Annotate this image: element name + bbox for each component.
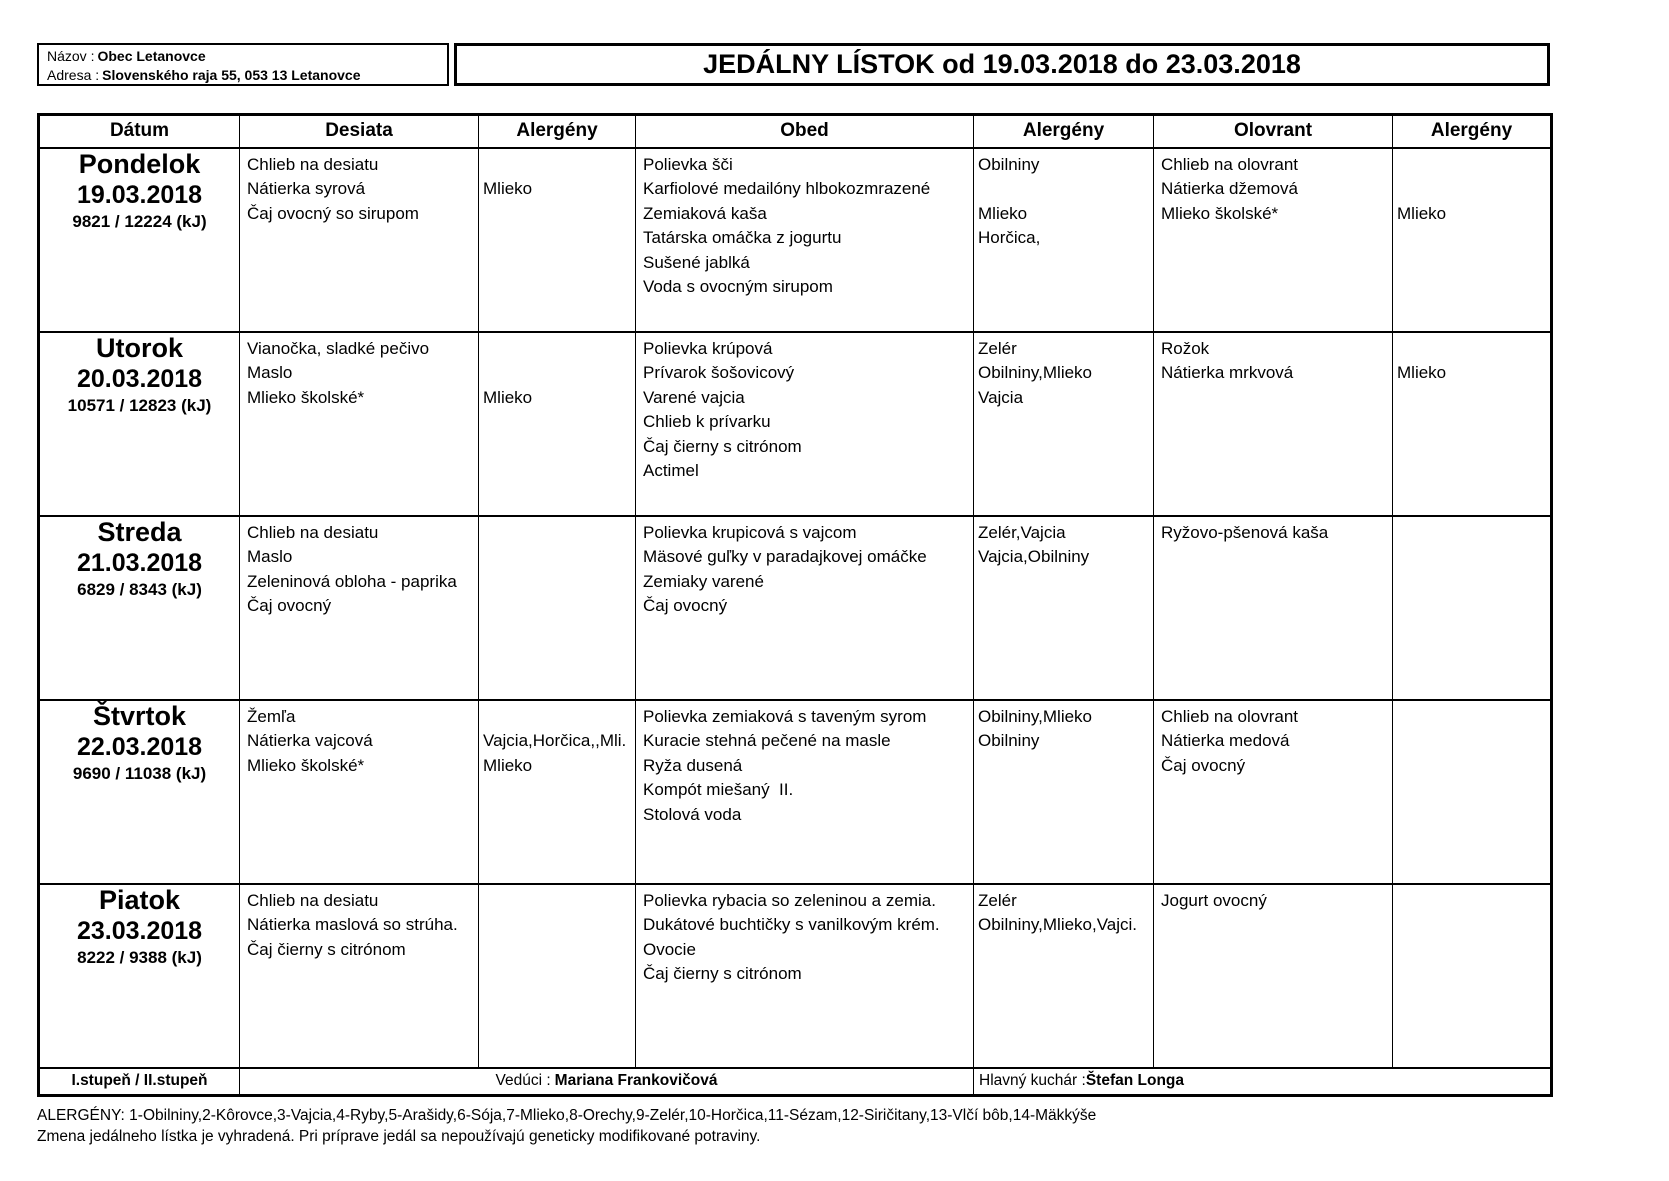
menu-line: Zemiaky varené xyxy=(643,571,764,591)
menu-line: Voda s ovocným sirupom xyxy=(643,277,833,296)
menu-day-row xyxy=(39,516,1552,700)
olovrant-alergeny-cell xyxy=(1393,516,1552,700)
menu-day-row xyxy=(39,884,1552,1068)
org-name-line xyxy=(47,47,439,66)
menu-line: Nátierka vajcová xyxy=(247,731,373,750)
menu-line: Actimel xyxy=(643,461,699,480)
org-address-line xyxy=(47,66,439,85)
day-name: Utorok xyxy=(96,332,183,363)
menu-line: Dukátové buchtičky s vanilkovým krém. xyxy=(643,915,940,934)
menu-line: Chlieb k prívarku xyxy=(643,412,771,431)
menu-line: Kuracie stehná pečené na masle xyxy=(643,731,891,750)
desiata-cell xyxy=(240,884,479,1068)
olovrant-alergeny-cell xyxy=(1393,700,1552,884)
menu-line xyxy=(1397,337,1548,362)
date-cell xyxy=(39,884,240,1068)
day-energy-value: 9690 / 11038 (kJ) xyxy=(72,763,207,783)
menu-line xyxy=(978,177,1151,202)
day-energy-value: 8222 / 9388 (kJ) xyxy=(77,947,202,967)
org-name-value: Obec Letanovce xyxy=(97,48,206,64)
day-name: Štvrtok xyxy=(92,700,187,731)
menu-line xyxy=(1397,153,1548,178)
column-header-datum: Dátum xyxy=(39,115,240,148)
org-address-value: Slovenského raja 55, 053 13 Letanovce xyxy=(102,66,361,83)
menu-line: Maslo xyxy=(247,363,293,382)
menu-line: Nátierka džemová xyxy=(1161,179,1299,198)
footnotes xyxy=(37,1105,1550,1147)
menu-table-footer xyxy=(39,1068,1552,1096)
olovrant-cell xyxy=(1154,332,1393,516)
chef-cell xyxy=(974,1068,1552,1096)
grade-level-note: I.stupeň / II.stupeň xyxy=(39,1068,240,1096)
column-header-alergeny-3: Alergény xyxy=(1393,115,1552,148)
obed-cell xyxy=(636,332,974,516)
desiata-alergeny-cell xyxy=(479,516,636,700)
menu-line: Mlieko xyxy=(483,387,533,407)
menu-line: Polievka zemiaková s taveným syrom xyxy=(643,706,927,726)
olovrant-cell xyxy=(1154,700,1393,884)
menu-line: Obilniny xyxy=(978,154,1040,174)
menu-line: Chlieb na desiatu xyxy=(247,890,379,910)
menu-line: Nátierka medová xyxy=(1161,731,1290,750)
day-energy-value: 6829 / 8343 (kJ) xyxy=(77,579,202,599)
desiata-alergeny-cell xyxy=(479,884,636,1068)
menu-line: Čaj čierny s citrónom xyxy=(643,964,802,983)
menu-line xyxy=(1397,177,1548,202)
page-title: JEDÁLNY LÍSTOK od 19.03.2018 do 23.03.2018 xyxy=(454,43,1550,86)
menu-line: Žemľa xyxy=(247,706,296,726)
menu-line: Zeleninová obloha - paprika xyxy=(247,571,457,591)
menu-line xyxy=(483,705,633,730)
menu-line: Zelér,Vajcia xyxy=(978,522,1066,542)
column-header-desiata: Desiata xyxy=(240,115,479,148)
menu-line: Polievka rybacia so zeleninou a zemia. xyxy=(643,890,936,910)
menu-table-body xyxy=(39,148,1552,1068)
menu-line: Čaj ovocný so sirupom xyxy=(247,203,419,223)
menu-line: Mlieko xyxy=(483,179,533,198)
day-date: 23.03.2018 xyxy=(76,916,203,945)
date-cell xyxy=(39,332,240,516)
menu-line: Zemiaková kaša xyxy=(643,203,767,223)
menu-table xyxy=(37,113,1553,1097)
menu-line: Obilniny xyxy=(978,731,1040,750)
allergen-legend: ALERGÉNY: 1-Obilniny,2-Kôrovce,3-Vajcia,4-Ryby,5-Arašidy,6-Sója,7-Mlieko,8-Orechy,9-Zelér,10-Horčica,11-Sézam,12-Siričitany,13-Vlčí bôb,14-Mäkkýše xyxy=(37,1107,1097,1124)
menu-line: Ovocie xyxy=(643,939,696,959)
menu-line: Chlieb na desiatu xyxy=(247,522,379,542)
column-header-alergeny-1: Alergény xyxy=(479,115,636,148)
olovrant-alergeny-cell xyxy=(1393,884,1552,1068)
olovrant-cell xyxy=(1154,884,1393,1068)
olovrant-cell xyxy=(1154,148,1393,332)
org-address-label: Adresa : xyxy=(47,66,100,83)
menu-line: Vajcia,Obilniny xyxy=(978,547,1090,566)
manager-label: Vedúci : xyxy=(495,1072,551,1090)
desiata-alergeny-cell xyxy=(479,148,636,332)
org-name-label: Názov : xyxy=(47,48,95,64)
obed-alergeny-cell xyxy=(974,148,1154,332)
obed-cell xyxy=(636,516,974,700)
menu-line: Sušené jablká xyxy=(643,252,750,272)
manager-cell xyxy=(240,1068,974,1096)
menu-line: Mäsové guľky v paradajkovej omáčke xyxy=(643,547,927,566)
obed-alergeny-cell xyxy=(974,516,1154,700)
menu-line: Tatárska omáčka z jogurtu xyxy=(643,228,842,247)
menu-line: Mlieko xyxy=(978,203,1028,223)
menu-line: Zelér xyxy=(978,338,1017,358)
menu-line: Nátierka maslová so strúha. xyxy=(247,915,458,934)
menu-line: Obilniny,Mlieko,Vajci. xyxy=(978,915,1138,934)
menu-line: Rožok xyxy=(1161,338,1210,358)
day-date: 22.03.2018 xyxy=(76,732,203,761)
menu-day-row xyxy=(39,148,1552,332)
menu-line: Čaj ovocný xyxy=(247,596,332,615)
menu-line: Mlieko xyxy=(1397,363,1447,382)
menu-line: Čaj čierny s citrónom xyxy=(247,939,406,959)
obed-cell xyxy=(636,700,974,884)
date-cell xyxy=(39,516,240,700)
day-date: 19.03.2018 xyxy=(76,180,203,209)
menu-line: Obilniny,Mlieko xyxy=(978,363,1093,382)
olovrant-alergeny-cell xyxy=(1393,332,1552,516)
menu-line: Polievka krúpová xyxy=(643,338,773,358)
menu-line: Prívarok šošovicový xyxy=(643,363,795,382)
menu-line: Čaj čierny s citrónom xyxy=(643,436,802,456)
menu-line: Mlieko školské* xyxy=(1161,203,1279,223)
day-energy-value: 10571 / 12823 (kJ) xyxy=(67,395,212,415)
desiata-alergeny-cell xyxy=(479,700,636,884)
day-name: Pondelok xyxy=(78,148,201,179)
menu-document xyxy=(37,43,1550,1147)
column-header-alergeny-2: Alergény xyxy=(974,115,1154,148)
menu-line: Chlieb na olovrant xyxy=(1161,706,1299,726)
obed-alergeny-cell xyxy=(974,884,1154,1068)
desiata-cell xyxy=(240,148,479,332)
disclaimer: Zmena jedálneho lístka je vyhradená. Pri príprave jedál sa nepoužívajú geneticky modifikované potraviny. xyxy=(37,1128,761,1145)
menu-line: Ryža dusená xyxy=(643,755,743,775)
menu-line: Jogurt ovocný xyxy=(1161,890,1267,910)
date-cell xyxy=(39,148,240,332)
menu-line xyxy=(483,361,633,386)
menu-line: Mlieko školské* xyxy=(247,387,365,407)
obed-cell xyxy=(636,148,974,332)
menu-line: Stolová voda xyxy=(643,804,742,824)
menu-line: Chlieb na desiatu xyxy=(247,154,379,174)
menu-day-row xyxy=(39,332,1552,516)
desiata-cell xyxy=(240,332,479,516)
menu-line: Nátierka syrová xyxy=(247,179,366,198)
menu-line: Karfiolové medailóny hlbokozmrazené xyxy=(643,179,931,198)
day-name: Piatok xyxy=(98,884,181,915)
menu-line: Mlieko školské* xyxy=(247,755,365,775)
obed-alergeny-cell xyxy=(974,700,1154,884)
menu-line: Mlieko xyxy=(1397,203,1447,223)
menu-table-header xyxy=(39,115,1552,148)
day-date: 21.03.2018 xyxy=(76,548,203,577)
menu-line: Zelér xyxy=(978,890,1017,910)
menu-line: Vianočka, sladké pečivo xyxy=(247,338,430,358)
menu-line: Varené vajcia xyxy=(643,387,745,407)
menu-line: Vajcia,Horčica,,Mli. xyxy=(483,731,627,750)
day-name: Streda xyxy=(97,516,182,547)
obed-cell xyxy=(636,884,974,1068)
olovrant-cell xyxy=(1154,516,1393,700)
menu-line: Polievka krupicová s vajcom xyxy=(643,522,857,542)
menu-line: Horčica, xyxy=(978,228,1041,247)
menu-day-row xyxy=(39,700,1552,884)
chef-name: Štefan Longa xyxy=(1085,1072,1184,1090)
menu-line: Maslo xyxy=(247,547,293,566)
menu-line xyxy=(483,153,633,178)
menu-line xyxy=(483,337,633,362)
column-header-obed: Obed xyxy=(636,115,974,148)
day-energy-value: 9821 / 12224 (kJ) xyxy=(72,211,207,231)
day-date: 20.03.2018 xyxy=(76,364,203,393)
column-header-olovrant: Olovrant xyxy=(1154,115,1393,148)
menu-line: Čaj ovocný xyxy=(1161,755,1246,775)
menu-line: Čaj ovocný xyxy=(643,596,728,615)
menu-line: Kompót miešaný II. xyxy=(643,780,794,799)
menu-line: Obilniny,Mlieko xyxy=(978,706,1093,726)
organization-box xyxy=(37,43,449,86)
desiata-cell xyxy=(240,700,479,884)
menu-line: Vajcia xyxy=(978,387,1024,407)
date-cell xyxy=(39,700,240,884)
menu-line: Nátierka mrkvová xyxy=(1161,363,1294,382)
desiata-cell xyxy=(240,516,479,700)
menu-line: Chlieb na olovrant xyxy=(1161,154,1299,174)
desiata-alergeny-cell xyxy=(479,332,636,516)
menu-line: Mlieko xyxy=(483,755,533,775)
menu-line: Polievka šči xyxy=(643,154,733,174)
olovrant-alergeny-cell xyxy=(1393,148,1552,332)
document-header xyxy=(37,43,1550,86)
chef-label: Hlavný kuchár : xyxy=(979,1072,1086,1090)
menu-line: Ryžovo-pšenová kaša xyxy=(1161,522,1329,542)
manager-name: Mariana Frankovičová xyxy=(554,1072,718,1090)
obed-alergeny-cell xyxy=(974,332,1154,516)
